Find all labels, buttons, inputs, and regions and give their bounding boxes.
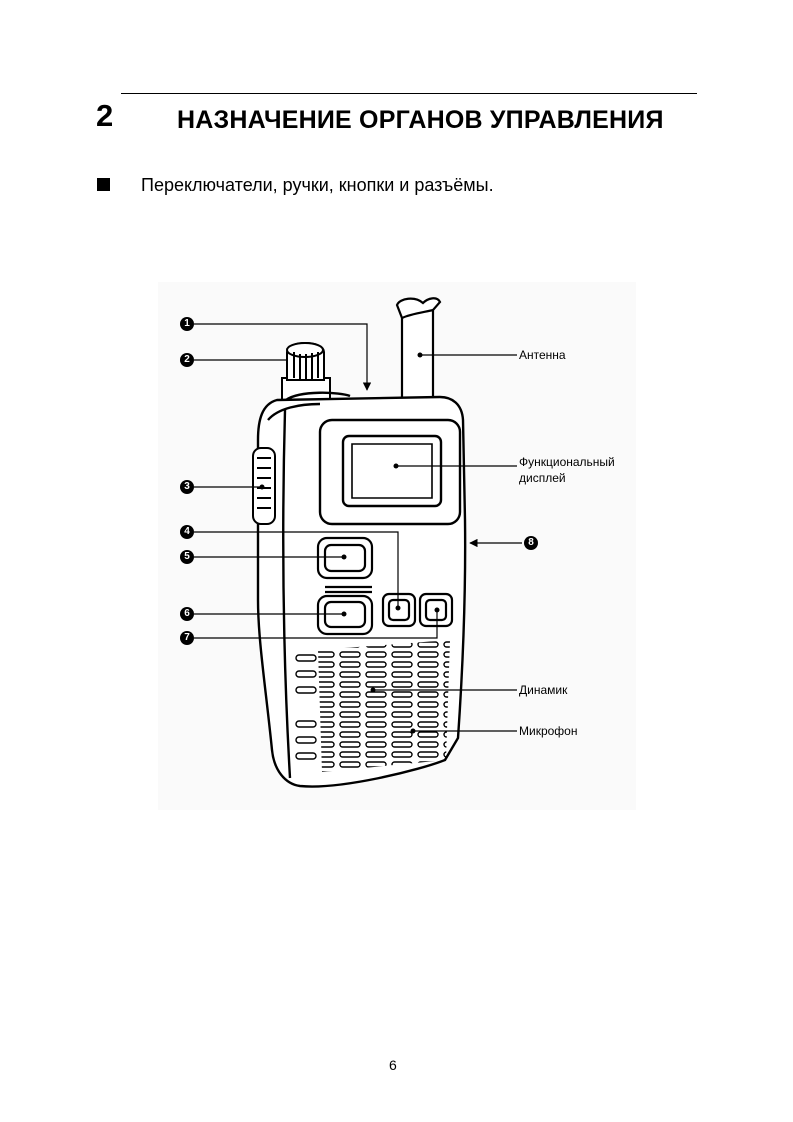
chapter-number: 2 — [96, 98, 114, 133]
label-antenna: Антенна — [519, 348, 566, 362]
label-speaker: Динамик — [519, 683, 568, 697]
label-display-line1: Функциональный — [519, 455, 615, 469]
display-drawing — [320, 420, 460, 524]
knob-drawing — [282, 343, 330, 405]
antenna-drawing — [397, 298, 440, 398]
callout-3: 3 — [180, 480, 194, 494]
callout-7: 7 — [180, 631, 194, 645]
callout-2: 2 — [180, 353, 194, 367]
callout-5: 5 — [180, 550, 194, 564]
callout-4: 4 — [180, 525, 194, 539]
callout-1: 1 — [180, 317, 194, 331]
section-heading: Переключатели, ручки, кнопки и разъёмы. — [141, 175, 494, 195]
chapter-title: НАЗНАЧЕНИЕ ОРГАНОВ УПРАВЛЕНИЯ — [177, 106, 664, 134]
callout-8: 8 — [524, 536, 538, 550]
label-display-line2: дисплей — [519, 471, 566, 485]
callout-6: 6 — [180, 607, 194, 621]
label-microphone: Микрофон — [519, 724, 578, 738]
page-number: 6 — [389, 1057, 397, 1073]
